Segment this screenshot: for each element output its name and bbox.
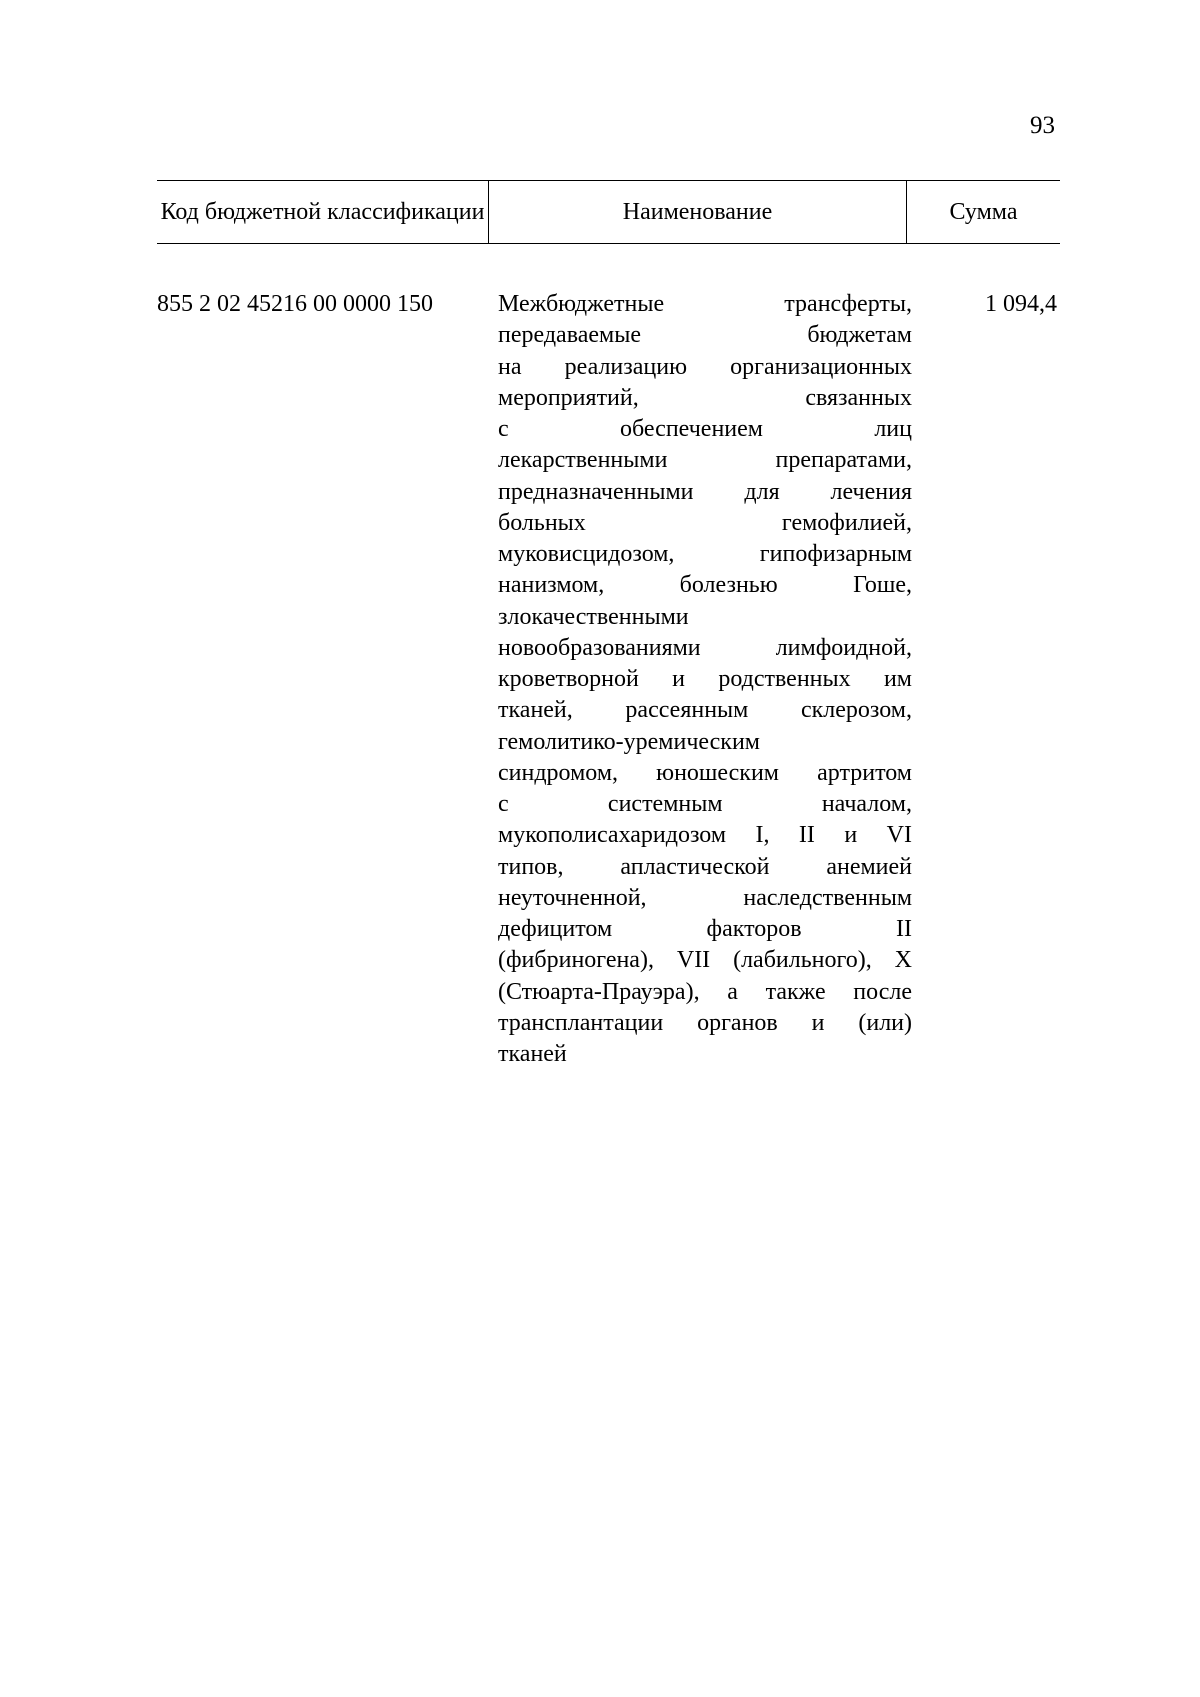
row-name-line: мукополисахаридозом I, II и VI xyxy=(498,822,912,849)
header-sum: Сумма xyxy=(949,199,1018,225)
header-name: Наименование xyxy=(489,181,907,243)
row-name-line: тканей xyxy=(498,1041,567,1067)
row-name-line: передаваемые бюджетам xyxy=(498,322,912,349)
row-name-line: типов, апластической анемией xyxy=(498,853,912,880)
page-number: 93 xyxy=(1030,112,1055,139)
row-name-line: дефицитом факторов II xyxy=(498,916,912,942)
row-name-line: (фибриногена), VII (лабильного), X xyxy=(498,947,912,974)
row-name-line: с системным началом, xyxy=(498,791,912,817)
row-sum: 1 094,4 xyxy=(985,291,1057,317)
row-name-line: на реализацию организационных xyxy=(498,353,912,380)
row-name-line: предназначенными для лечения xyxy=(498,478,912,505)
row-name-line: неуточненной, наследственным xyxy=(498,884,912,911)
row-name-line: лекарственными препаратами, xyxy=(498,447,912,474)
row-name-line: кроветворной и родственных им xyxy=(498,666,912,692)
row-name-line: Межбюджетные трансферты, xyxy=(498,291,912,317)
row-code: 855 2 02 45216 00 0000 150 xyxy=(157,291,433,317)
row-name-line: трансплантации органов и (или) xyxy=(498,1009,912,1036)
row-name-line: (Стюарта-Прауэра), а также после xyxy=(498,978,912,1005)
row-name-line: гемолитико-уремическим xyxy=(498,728,760,755)
row-name-line: с обеспечением лиц xyxy=(498,416,912,442)
header-code: Код бюджетной классификации xyxy=(157,181,489,243)
row-name-line: злокачественными xyxy=(498,603,689,630)
row-name-line: синдромом, юношеским артритом xyxy=(498,759,912,786)
table-header xyxy=(157,180,1060,244)
row-name-line: муковисцидозом, гипофизарным xyxy=(498,541,912,567)
row-name-line: мероприятий, связанных xyxy=(498,384,912,411)
row-name-line: новообразованиями лимфоидной, xyxy=(498,634,912,661)
row-name xyxy=(498,289,912,1070)
row-name-line: нанизмом, болезнью Гоше, xyxy=(498,572,912,599)
row-name-line: больных гемофилией, xyxy=(498,509,912,536)
row-name-line: тканей, рассеянным склерозом, xyxy=(498,697,912,724)
